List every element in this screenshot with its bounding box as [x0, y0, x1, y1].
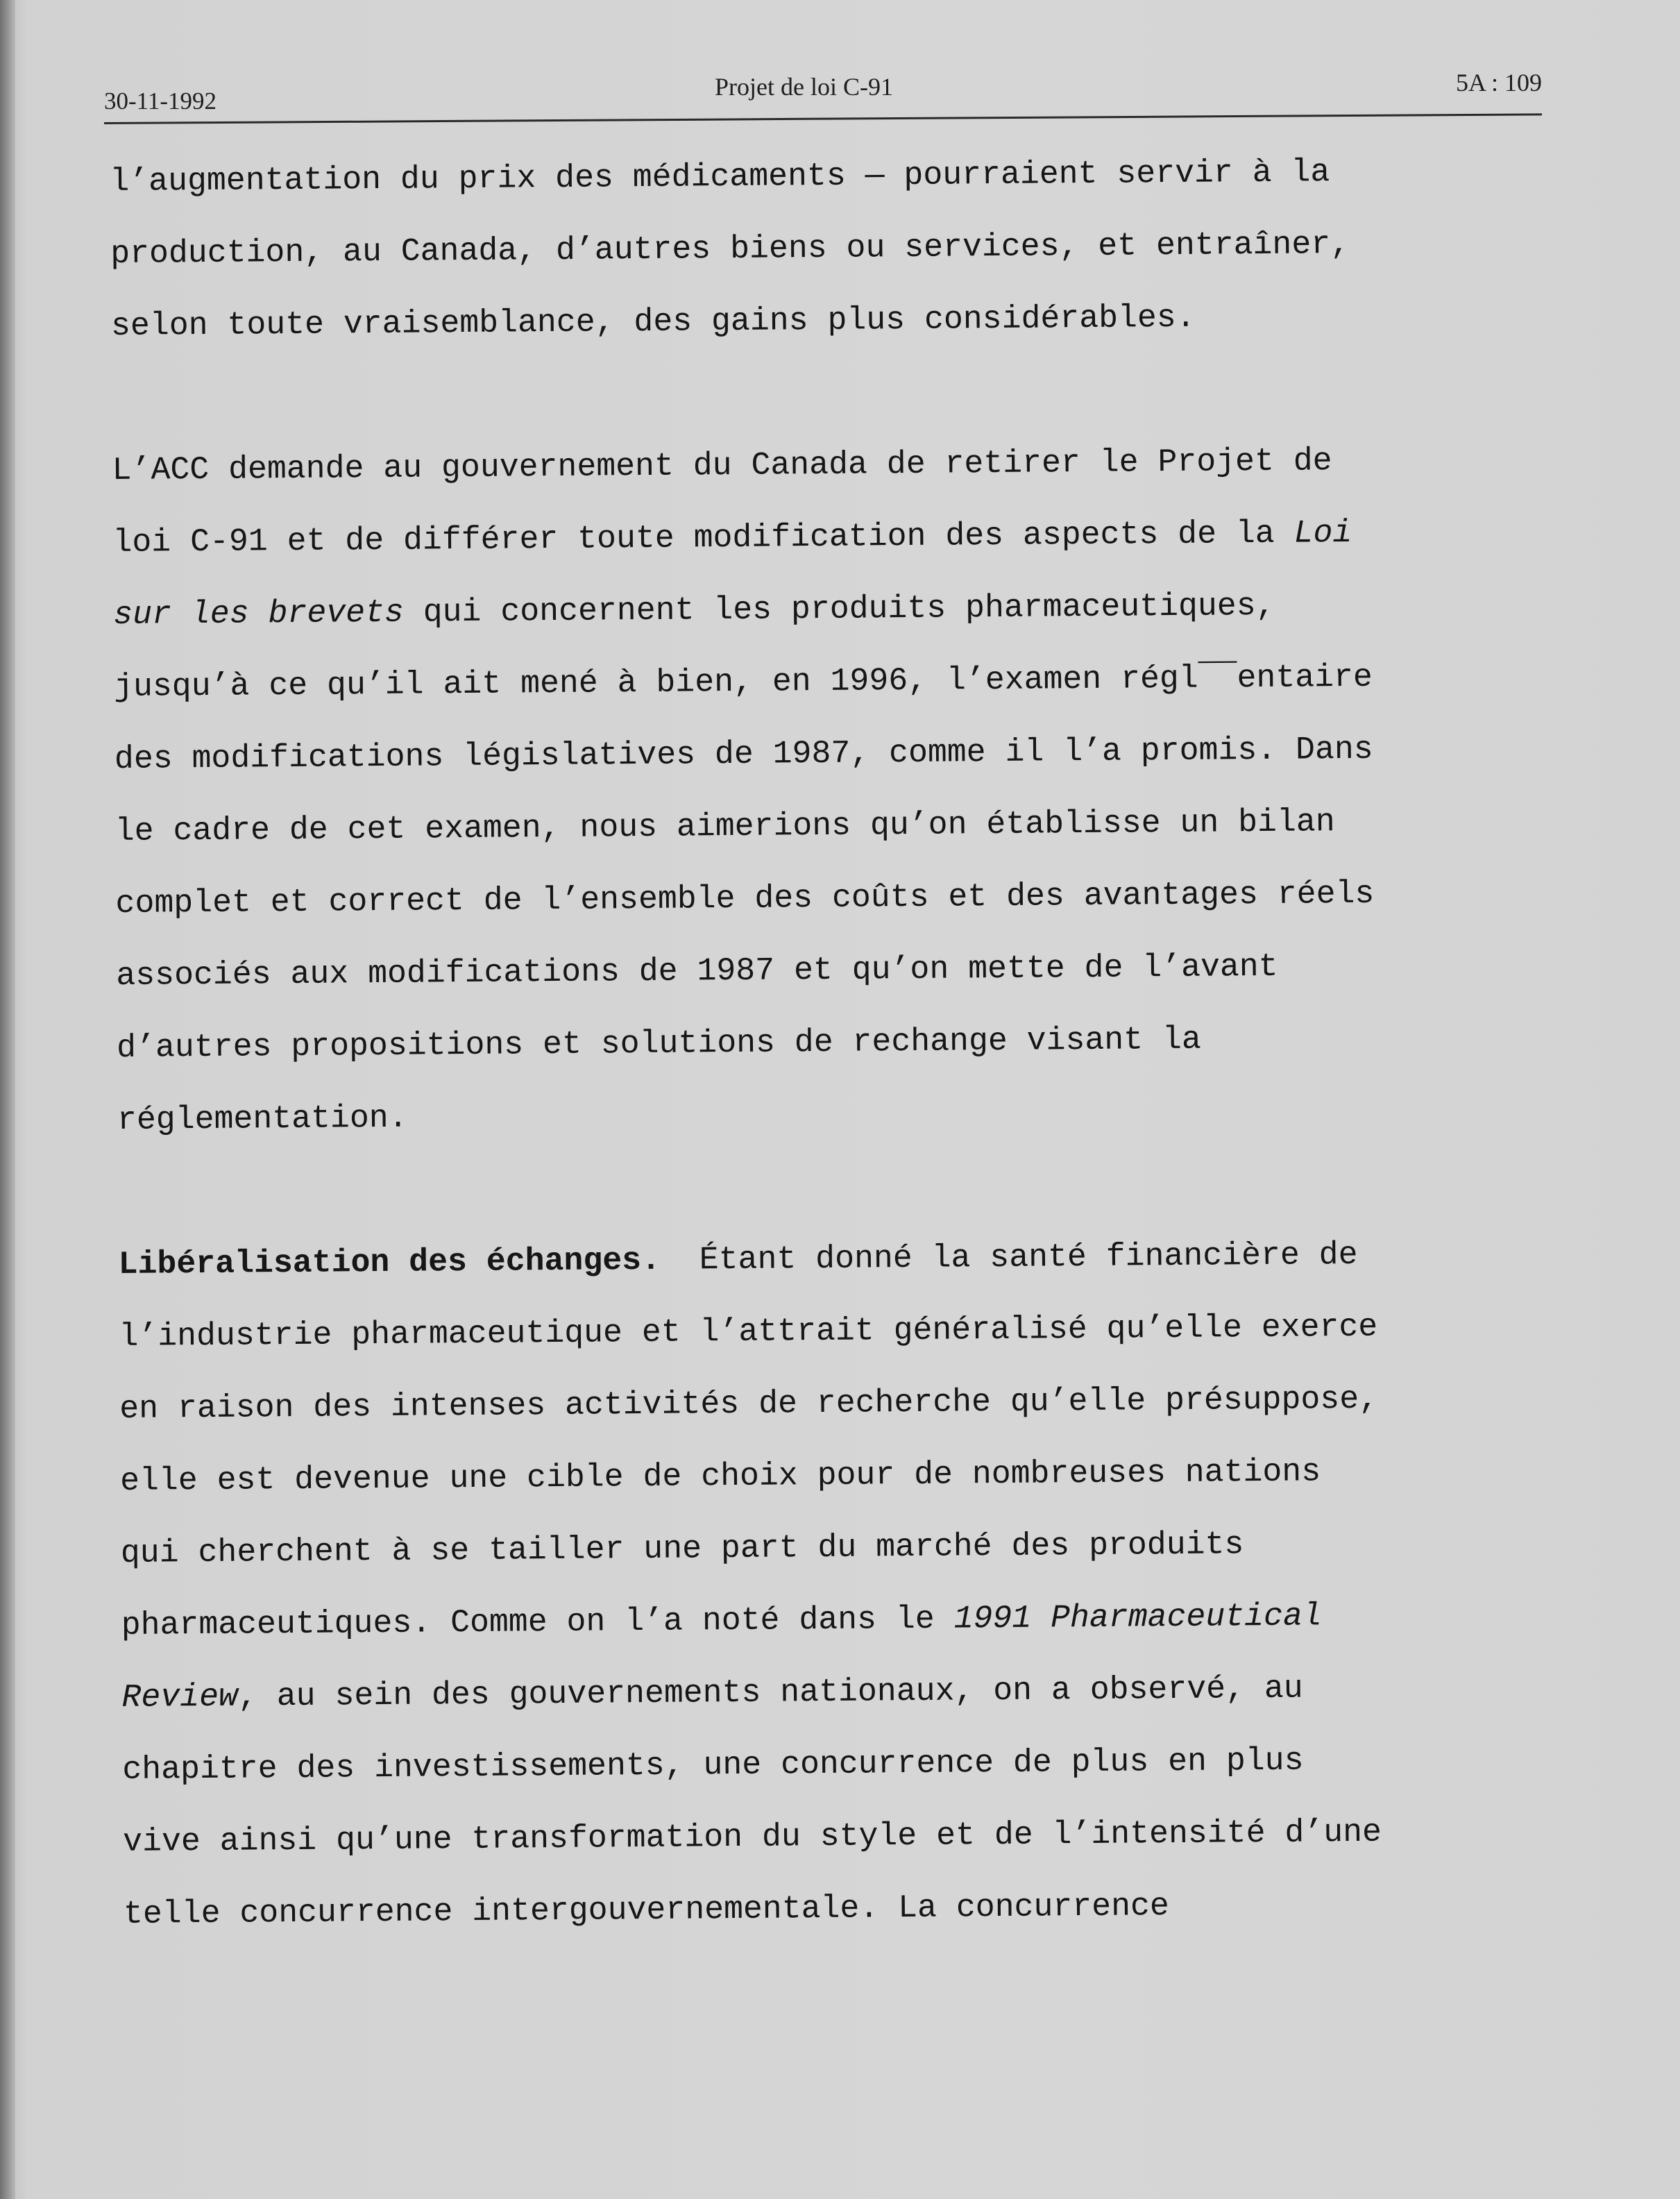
- text-line: complet et correct de l’ensemble des coûts et des avantages réels: [115, 875, 1375, 922]
- section-heading: Libéralisation des échanges.: [118, 1241, 661, 1283]
- header-page-number: 5A : 109: [1455, 69, 1542, 96]
- header-date: 30-11-1992: [104, 87, 217, 115]
- text-line: en raison des intenses activités de recherche qu’elle présuppose,: [119, 1380, 1379, 1427]
- text-line: réglementation.: [117, 1099, 408, 1138]
- italic-span: Loi: [1293, 514, 1352, 552]
- text-line: l’industrie pharmaceutique et l’attrait généralisé qu’elle exerce: [119, 1308, 1378, 1355]
- text-line: qui cherchent à se tailler une part du marché des produits: [120, 1526, 1244, 1572]
- italic-span: sur les brevets: [113, 593, 405, 633]
- text-line: [121, 1651, 1566, 1734]
- text-span: , au sein des gouvernements nationaux, on a observé, au: [237, 1669, 1303, 1715]
- paragraph-3: [118, 1218, 1567, 1951]
- text-line: d’autres propositions et solutions de rechange visant la: [116, 1020, 1202, 1066]
- text-span: qui concernent les produits pharmaceutiques,: [403, 587, 1275, 631]
- text-line: le cadre de cet examen, nous aimerions qu’on établisse un bilan: [114, 803, 1335, 850]
- text-line: l’augmentation du prix des médicaments — pourraient servir à la: [110, 153, 1330, 200]
- text-line: production, au Canada, d’autres biens ou services, et entraîner,: [110, 225, 1350, 272]
- paragraph-gap: [111, 351, 1555, 435]
- text-line: selon toute vraisemblance, des gains plus considérables.: [110, 298, 1196, 344]
- page-edge-shadow: [0, 0, 15, 2199]
- paragraph-2: [112, 423, 1561, 1156]
- italic-span: 1991 Pharmaceutical: [953, 1597, 1322, 1637]
- text-line: chapitre des investissements, une concurrence de plus en plus: [122, 1742, 1304, 1788]
- text-line: associés aux modifications de 1987 et qu’on mette de l’avant: [116, 947, 1278, 994]
- paragraph-gap: [117, 1145, 1561, 1229]
- text-span: Étant donné la santé financière de: [660, 1236, 1358, 1279]
- italic-span: Review: [121, 1678, 239, 1716]
- text-line: telle concurrence intergouvernementale. La concurrence: [123, 1887, 1170, 1932]
- text-line: vive ainsi qu’une transformation du style et de l’intensité d’une: [122, 1813, 1382, 1860]
- text-line: jusqu’à ce qu’il ait mené à bien, en 1996, l’examen régl¯¯entaire: [113, 658, 1373, 705]
- body-text: [110, 135, 1567, 1951]
- paragraph-1: [110, 135, 1554, 362]
- text-line: [118, 1218, 1562, 1301]
- text-line: des modifications législatives de 1987, comme il l’a promis. Dans: [114, 730, 1373, 777]
- text-span: pharmaceutiques. Comme on l’a noté dans le: [121, 1600, 954, 1644]
- text-line: [112, 496, 1556, 579]
- text-span: loi C-91 et de différer toute modification des aspects de la: [112, 514, 1294, 561]
- text-line: elle est devenue une cible de choix pour de nombreuses nations: [119, 1453, 1321, 1499]
- text-line: L’ACC demande au gouvernement du Canada de retirer le Projet de: [112, 442, 1332, 489]
- header-title: Projet de loi C-91: [715, 73, 893, 101]
- page-header: [104, 67, 1542, 122]
- text-line: [113, 568, 1557, 651]
- text-line: [121, 1578, 1565, 1662]
